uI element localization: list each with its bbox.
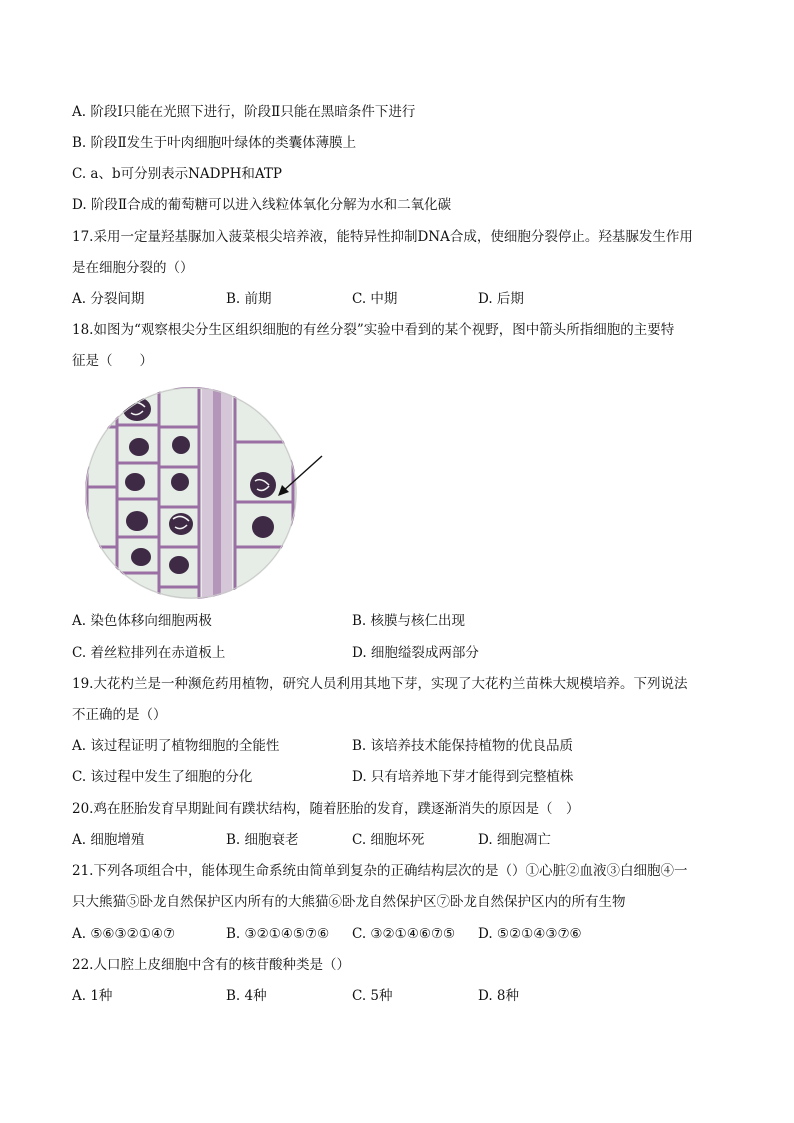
q21-option-b: B. ③②①④⑤⑦⑥ (226, 926, 330, 942)
q18-option-c: C. 着丝粒排列在赤道板上 (72, 645, 226, 661)
pointer-arrow-icon (270, 452, 330, 502)
q17-stem-line2: 是在细胞分裂的（） (72, 260, 194, 276)
q16-option-d: D. 阶段Ⅱ合成的葡萄糖可以进入线粒体氧化分解为水和二氧化碳 (72, 197, 452, 213)
q19-stem-line1: 19.大花杓兰是一种濒危药用植物，研究人员利用其地下芽，实现了大花杓兰苗株大规模培养。下列说法 (72, 676, 688, 692)
q16-option-c: C. a、b可分别表示NADPH和ATP (72, 166, 282, 182)
q19-option-c: C. 该过程中发生了细胞的分化 (72, 769, 253, 785)
q20-stem-line1: 20.鸡在胚胎发育早期趾间有蹼状结构，随着胚胎的发育，蹼逐渐消失的原因是（ ） (72, 801, 580, 817)
q22-option-c: C. 5种 (352, 988, 393, 1004)
q19-stem-line2: 不正确的是（） (72, 707, 167, 723)
q21-stem-line1: 21.下列各项组合中，能体现生命系统由简单到复杂的正确结构层次的是（）①心脏②血液③白细胞④一 (72, 863, 688, 879)
q22-option-b: B. 4种 (226, 988, 267, 1004)
q20-option-c: C. 细胞坏死 (352, 832, 425, 848)
q19-option-d: D. 只有培养地下芽才能得到完整植株 (352, 769, 574, 785)
q20-option-b: B. 细胞衰老 (226, 832, 299, 848)
q22-stem-line1: 22.人口腔上皮细胞中含有的核苷酸种类是（） (72, 957, 350, 973)
q22-option-a: A. 1种 (72, 988, 113, 1004)
q21-option-a: A. ⑤⑥③②①④⑦ (72, 926, 176, 942)
q19-option-b: B. 该培养技术能保持植物的优良品质 (352, 738, 574, 754)
q19-option-a: A. 该过程证明了植物细胞的全能性 (72, 738, 280, 754)
q17-option-a: A. 分裂间期 (72, 291, 145, 307)
q18-option-d: D. 细胞缢裂成两部分 (352, 645, 479, 661)
q17-option-b: B. 前期 (226, 291, 272, 307)
q20-option-d: D. 细胞凋亡 (478, 832, 551, 848)
q18-option-a: A. 染色体移向细胞两极 (72, 613, 212, 629)
q20-option-a: A. 细胞增殖 (72, 832, 145, 848)
q17-option-d: D. 后期 (478, 291, 524, 307)
q18-stem-line1: 18.如图为“观察根尖分生区组织细胞的有丝分裂”实验中看到的某个视野，图中箭头所指细胞的主要特 (72, 322, 675, 338)
q21-option-d: D. ⑤②①④③⑦⑥ (478, 926, 582, 942)
q18-option-b: B. 核膜与核仁出现 (352, 613, 466, 629)
q17-option-c: C. 中期 (352, 291, 398, 307)
root-tip-micrograph (85, 387, 297, 599)
q16-option-b: B. 阶段Ⅱ发生于叶肉细胞叶绿体的类囊体薄膜上 (72, 135, 357, 151)
q22-option-d: D. 8种 (478, 988, 520, 1004)
q21-stem-line2: 只大熊猫⑤卧龙自然保护区内所有的大熊猫⑥卧龙自然保护区⑦卧龙自然保护区内的所有生物 (72, 894, 626, 910)
q18-stem-line2: 征是（ ） (72, 353, 153, 369)
q17-stem-line1: 17.采用一定量羟基脲加入菠菜根尖培养液，能特异性抑制DNA合成，使细胞分裂停止。羟基脲发生作用 (72, 229, 693, 245)
q21-option-c: C. ③②①④⑥⑦⑤ (352, 926, 456, 942)
q16-option-a: A. 阶段Ⅰ只能在光照下进行，阶段Ⅱ只能在黑暗条件下进行 (72, 104, 416, 120)
